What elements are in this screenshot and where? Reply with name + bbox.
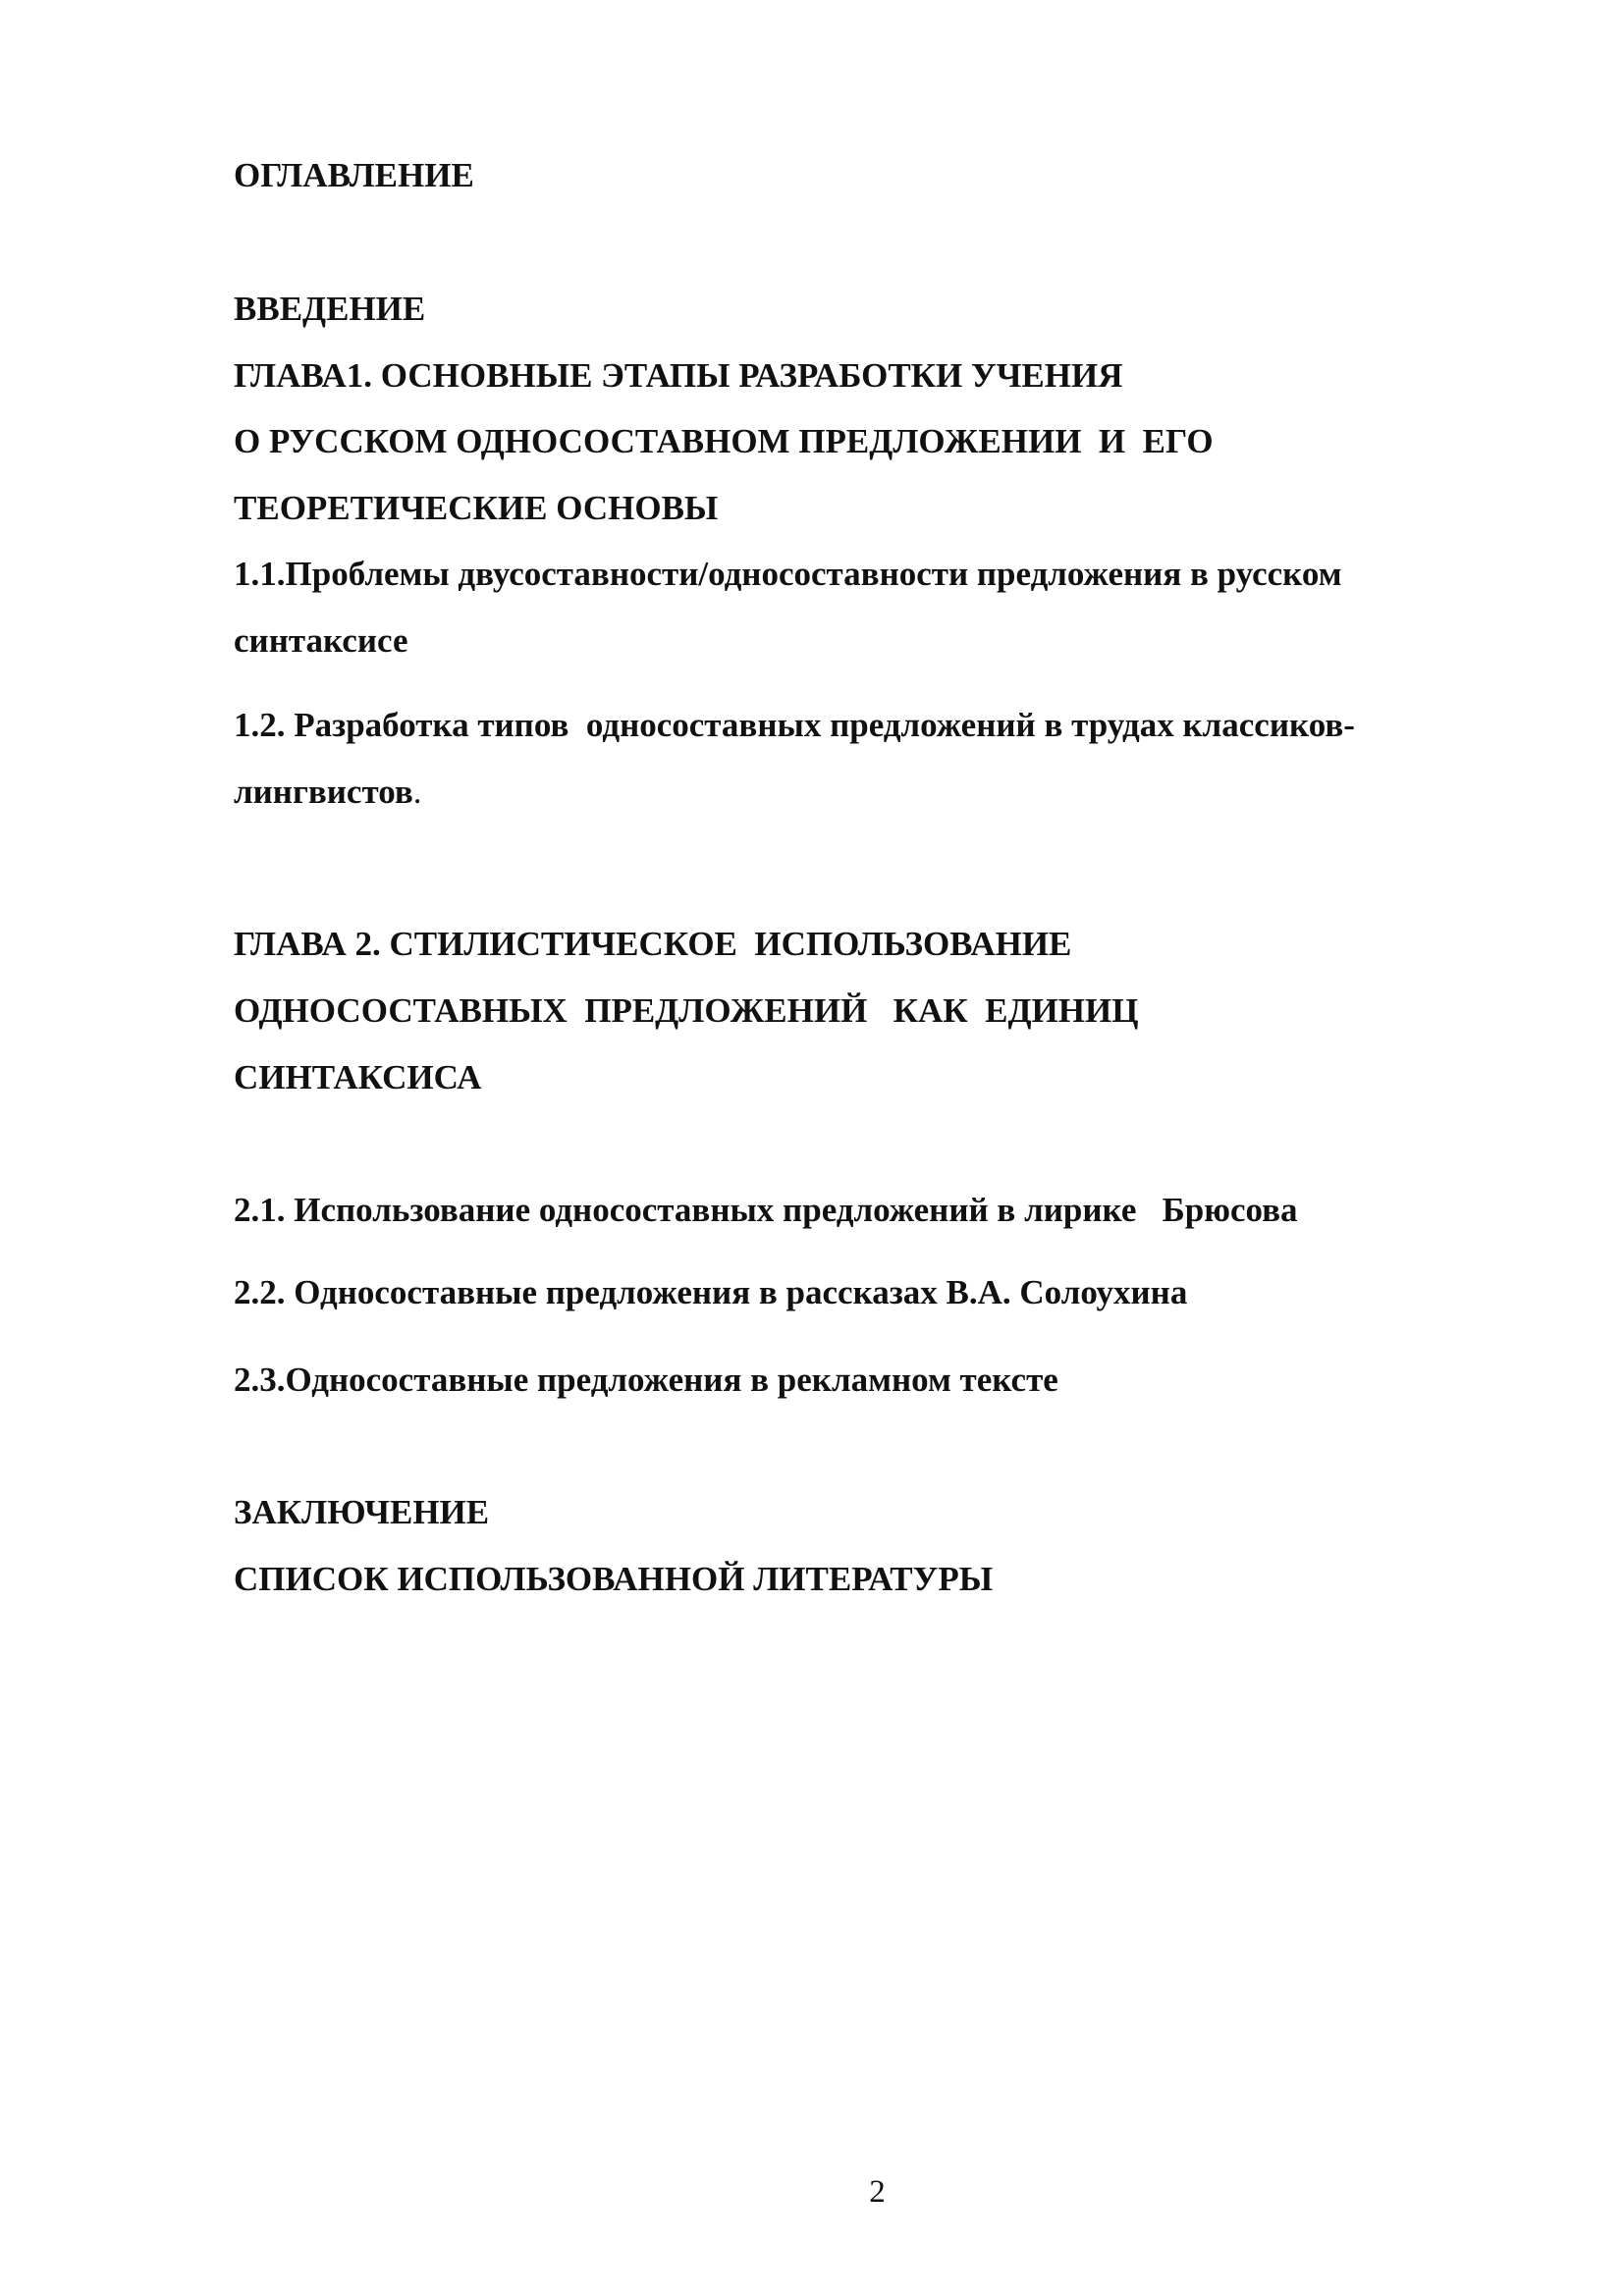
toc-entry-chapter2-line2: ОДНОСОСТАВНЫХ ПРЕДЛОЖЕНИЙ КАК ЕДИНИЦ xyxy=(234,991,1139,1030)
toc-entry-chapter2-line3: СИНТАКСИСА xyxy=(234,1058,482,1096)
toc-entry-chapter1-line1: ГЛАВА1. ОСНОВНЫЕ ЭТАПЫ РАЗРАБОТКИ УЧЕНИЯ xyxy=(234,356,1123,395)
toc-title: ОГЛАВЛЕНИЕ xyxy=(234,156,474,194)
toc-entry-introduction: ВВЕДЕНИЕ xyxy=(234,290,426,328)
toc-entry-section-1-2-line2 xyxy=(234,771,421,814)
toc-entry-section-2-3: 2.3.Односоставные предложения в рекламном тексте xyxy=(234,1361,1058,1399)
toc-entry-section-1-2-line1: 1.2. Разработка типов односоставных предложений в трудах классиков- xyxy=(234,706,1355,744)
toc-entry-section-1-1-line2: синтаксисе xyxy=(234,621,408,660)
toc-entry-chapter2-line1: ГЛАВА 2. СТИЛИСТИЧЕСКОЕ ИСПОЛЬЗОВАНИЕ xyxy=(234,925,1072,963)
section-1-2-line2-text: лингвистов xyxy=(234,773,413,811)
toc-entry-section-1-1-line1: 1.1.Проблемы двусоставности/односоставности предложения в русском xyxy=(234,555,1342,593)
toc-entry-chapter1-line3: ТЕОРЕТИЧЕСКИЕ ОСНОВЫ xyxy=(234,489,719,527)
toc-entry-chapter1-line2: О РУССКОМ ОДНОСОСТАВНОМ ПРЕДЛОЖЕНИИ И ЕГО xyxy=(234,422,1214,460)
page-number: 2 xyxy=(869,2174,886,2210)
toc-entry-references: СПИСОК ИСПОЛЬЗОВАННОЙ ЛИТЕРАТУРЫ xyxy=(234,1560,994,1598)
section-1-2-line2-period: . xyxy=(412,773,422,811)
toc-entry-conclusion: ЗАКЛЮЧЕНИЕ xyxy=(234,1493,490,1531)
toc-entry-section-2-2: 2.2. Односоставные предложения в рассказах В.А. Солоухина xyxy=(234,1273,1188,1311)
toc-entry-section-2-1: 2.1. Использование односоставных предложений в лирике Брюсова xyxy=(234,1191,1298,1229)
